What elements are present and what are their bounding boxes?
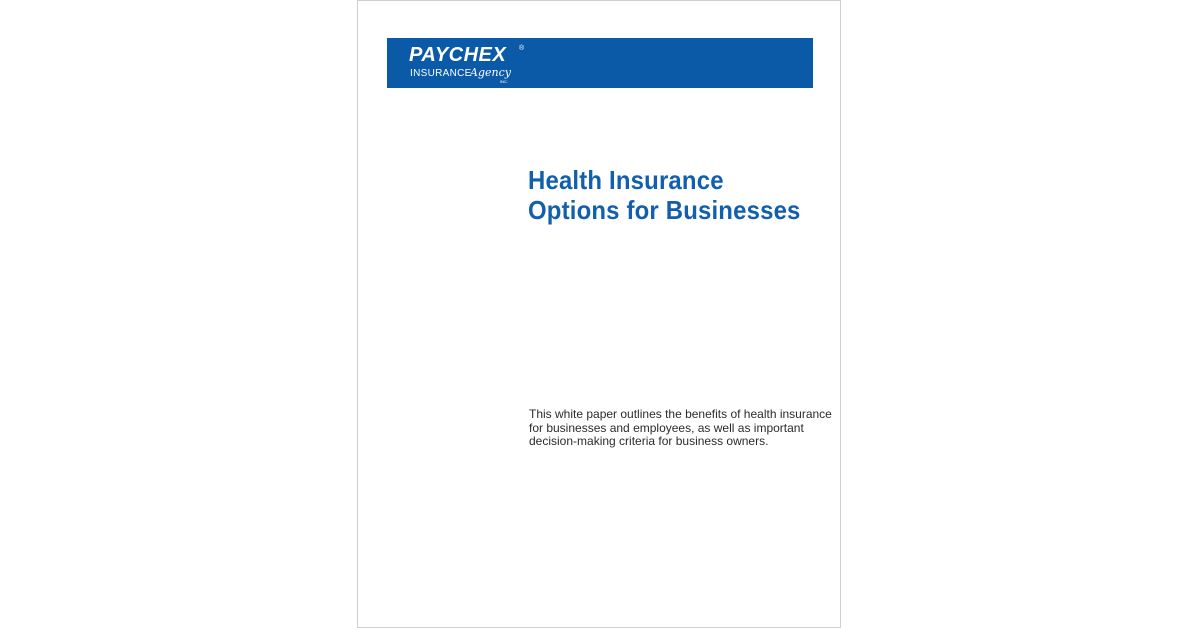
logo-registered-mark: ®	[519, 45, 525, 52]
document-page	[357, 0, 841, 628]
intro-line-1: This white paper outlines the benefits of health insurance	[529, 407, 832, 421]
logo-brand: PAYCHEX	[409, 44, 507, 66]
logo-agency-script: Agency	[470, 66, 511, 79]
title-line-1: Health Insurance	[528, 165, 724, 195]
logo-insurance-word: INSURANCE	[410, 68, 472, 79]
logo-inc: INC.	[500, 79, 508, 84]
intro-line-2: for businesses and employees, as well as important	[529, 420, 804, 435]
intro-paragraph	[529, 407, 832, 449]
header-band	[387, 38, 813, 88]
document-title	[528, 165, 801, 225]
title-line-2: Options for Businesses	[528, 195, 801, 225]
intro-line-3: decision-making criteria for business owners.	[529, 434, 769, 448]
